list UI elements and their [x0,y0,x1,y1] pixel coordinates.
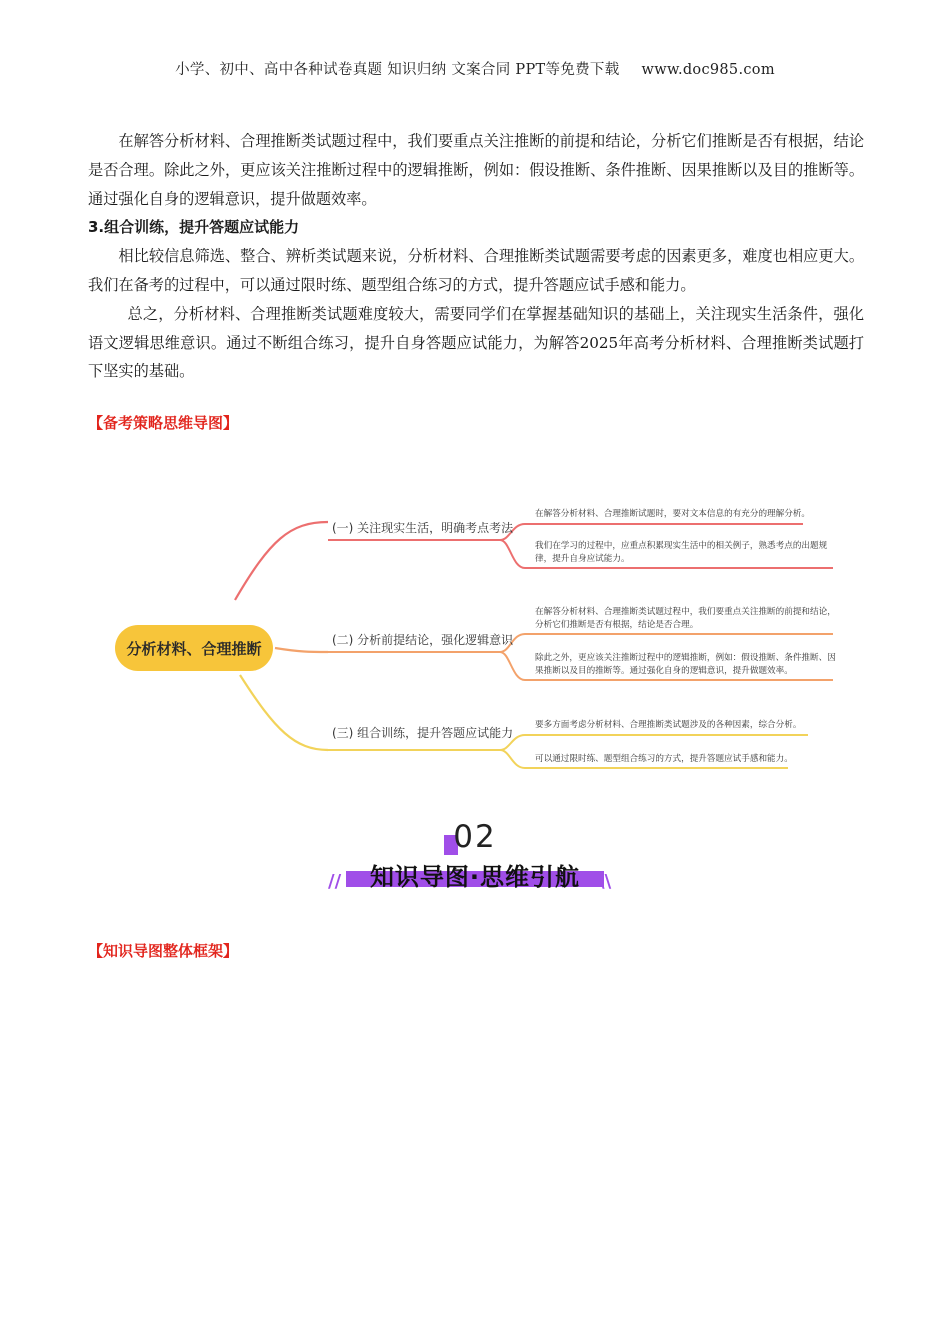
paragraph-3: 总之，分析材料、合理推断类试题难度较大，需要同学们在掌握基础知识的基础上，关注现实生活条件，强化语文逻辑思维意识。通过不断组合练习，提升自身答题应试能力，为解答2025年高考分析材料、合理推断类试题打下坚实的基础。 [88,304,864,381]
branch-connector-2 [275,648,328,652]
leaf-1b-line-1: 我们在学习的过程中，应重点积累现实生活中的相关例子，熟悉考点的出题规 [535,541,828,551]
header-site[interactable]: www.doc985.com [641,62,775,78]
center-node-label: 分析材料、合理推断 [126,640,262,658]
branch-connector-3 [240,675,328,750]
branch-title-3: (三) 组合训练，提升答题应试能力 [332,726,514,740]
svg-text:在解答分析材料、合理推断类试题过程中，我们要重点关注推断的前 [535,605,839,630]
leaf-2a-line-1: 在解答分析材料、合理推断类试题过程中，我们要重点关注推断的前提和结论， [535,607,836,617]
leaf-1a-line-1: 在解答分析材料、合理推断试题时，要对文本信息的有充分的理解分析。 [535,509,811,519]
page-header [0,58,950,79]
leaf-1b-line-2: 律，提升自身应试能力。 [535,554,630,564]
svg-text:我们在学习的过程中，应重点积累现实生活中的相关例子，熟悉考点 [535,539,830,564]
paragraph-2: 相比较信息筛选、整合、辨析类试题来说，分析材料、合理推断类试题需要考虑的因素更多，难度也相应更大。我们在备考的过程中，可以通过限时练、题型组合练习的方式，提升答题应试手感和能力。 [88,247,864,294]
svg-text:除此之外，更应该关注推断过程中的逻辑推断，例如：假设推断、条 [535,651,839,676]
leaf-2b-line-1: 除此之外，更应该关注推断过程中的逻辑推断，例如：假设推断、条件推断、因 [535,653,836,663]
leaf-3a-line-1: 要多方面考虑分析材料、合理推断类试题涉及的各种因素，综合分析。 [535,720,802,730]
leaf-2a-line-2: 分析它们推断是否有根据，结论是否合理。 [535,620,699,630]
section-number: 02 [453,819,497,855]
paragraph-1: 在解答分析材料、合理推断类试题过程中，我们要重点关注推断的前提和结论，分析它们推断是否有根据，结论是否合理。除此之外，更应该关注推断过程中的逻辑推断，例如：假设推断、条件推断、因果推断以及目的推断等。通过强化自身的逻辑意识，提升做题效率。 [88,132,864,208]
header-text: 小学、初中、高中各种试卷真题 知识归纳 文案合同 PPT等免费下载 [175,62,620,78]
svg-text:在解答分析材料、合理推断试题时，要对文本信息的有充分的理解分 [535,507,810,519]
branch-title-1: (一) 关注现实生活，明确考点考法 [332,521,514,535]
section-banner [320,815,630,905]
strategy-mind-map [100,480,850,780]
leaf-connector-2a [500,634,833,652]
leaf-3b-line-1: 可以通过限时练、题型组合练习的方式，提升答题应试手感和能力。 [535,754,793,764]
section-heading-3: 3.组合训练，提升答题应试能力 [88,218,300,237]
svg-text:可以通过限时练、题型组合练习的方式，提升答题应试手感和能力。 [535,752,793,764]
branch-title-2: (二) 分析前提结论，强化逻辑意识 [332,633,514,647]
section-title: 知识导图·思维引航 [369,863,581,891]
body-text [88,127,864,386]
slash-decor-right: \\ [598,871,612,892]
branch-connector-1 [235,522,328,600]
leaf-connector-1a [500,524,803,540]
strategy-map-label: 【备考策略思维导图】 [88,414,239,432]
svg-text:要多方面考虑分析材料、合理推断类试题涉及的各种因素，综合分析 [535,718,801,730]
leaf-connector-3a [500,735,808,750]
slash-decor-left: // [328,871,342,892]
leaf-2b-line-2: 果推断以及目的推断等。通过强化自身的逻辑意识，提升做题效率。 [535,666,793,676]
framework-label: 【知识导图整体框架】 [88,942,239,960]
